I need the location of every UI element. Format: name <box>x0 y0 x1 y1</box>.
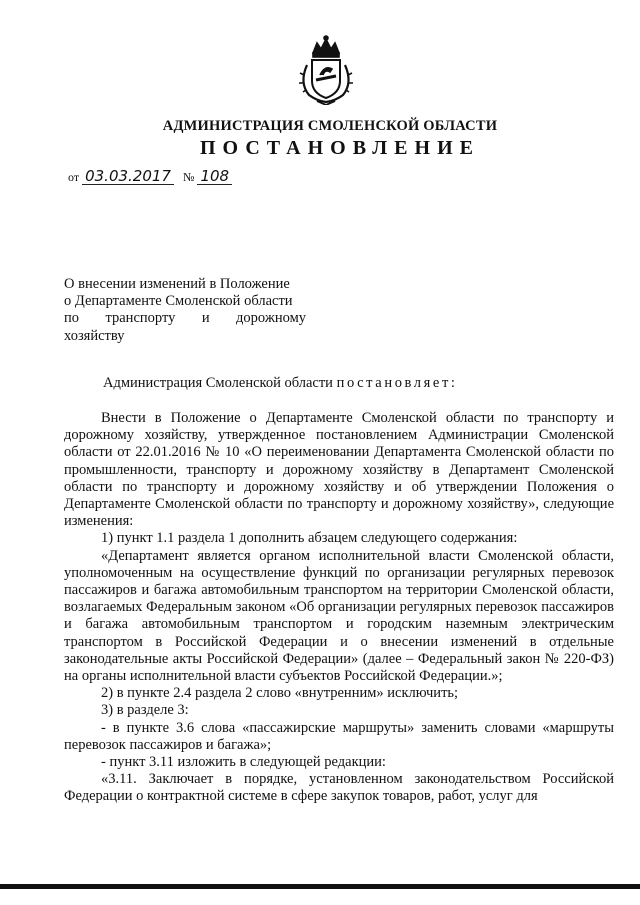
subject-line: о Департаменте Смоленской области <box>64 293 293 310</box>
number-prefix: № <box>182 170 195 184</box>
body-paragraph: - пункт 3.11 изложить в следующей редакции: <box>101 754 386 771</box>
organization-title: АДМИНИСТРАЦИЯ СМОЛЕНСКОЙ ОБЛАСТИ <box>162 118 498 134</box>
body-paragraph: 3) в разделе 3: <box>101 702 189 719</box>
document-type-title: ПОСТАНОВЛЕНИЕ <box>200 137 480 159</box>
preamble-text: Администрация Смоленской области <box>103 375 333 391</box>
body-paragraph: - в пункте 3.6 слова «пассажирские маршруты» заменить словами «маршруты перевозок пассажиров и багажа»; <box>64 719 614 753</box>
preamble-verb: постановляет: <box>336 375 458 391</box>
body-paragraph: «3.11. Заключает в порядке, установленном законодательством Российской Федерации о контрактной системе в сфере закупок товаров, работ, услуг для <box>64 771 614 805</box>
body-paragraph: «Департамент является органом исполнительной власти Смоленской области, уполномоченным на осуществление функций по организации регулярных перевозок пассажиров и багажа автомобильным транспортом на территории Смоленской области, возлагаемых Федеральным законом «Об организации регулярных перевозок пассажиров и багажа автомобильным транспортом и городским наземным электрическим транспортом в Российской Федерации и о внесении изменений в отдельные законодательные акты Российской Федерации» (далее – Федеральный закон № 220-ФЗ) на органы исполнительной власти субъектов Российской Федерации.»; <box>64 547 614 685</box>
scan-bottom-edge <box>0 884 640 889</box>
date-value: 03.03.2017 <box>82 168 174 185</box>
body-paragraph: 2) в пункте 2.4 раздела 2 слово «внутренним» исключить; <box>101 685 459 702</box>
document-body <box>64 410 614 806</box>
date-number-line <box>68 168 232 185</box>
body-paragraph: 1) пункт 1.1 раздела 1 дополнить абзацем следующего содержания: <box>101 530 518 547</box>
preamble <box>103 375 458 392</box>
subject-line: по транспорту и дорожному <box>64 310 306 327</box>
document-subject <box>64 276 306 345</box>
subject-line: О внесении изменений в Положение <box>64 276 290 292</box>
body-paragraph: Внести в Положение о Департаменте Смоленской области по транспорту и дорожному хозяйству, утвержденное постановлением Администрации Смоленской области от 22.01.2016 № 10 «О переименовании Департамента Смоленской области по промышленности, транспорту и дорожному хозяйству в Департамент Смоленской области по транспорту и дорожному хозяйству и об утверждении Положения о Департаменте Смоленской области по транспорту и дорожному хозяйству», следующие изменения: <box>64 410 614 530</box>
number-value: 108 <box>197 168 232 185</box>
subject-line: хозяйству <box>64 327 125 344</box>
date-prefix: от <box>68 170 80 184</box>
coat-of-arms-emblem <box>295 35 357 105</box>
